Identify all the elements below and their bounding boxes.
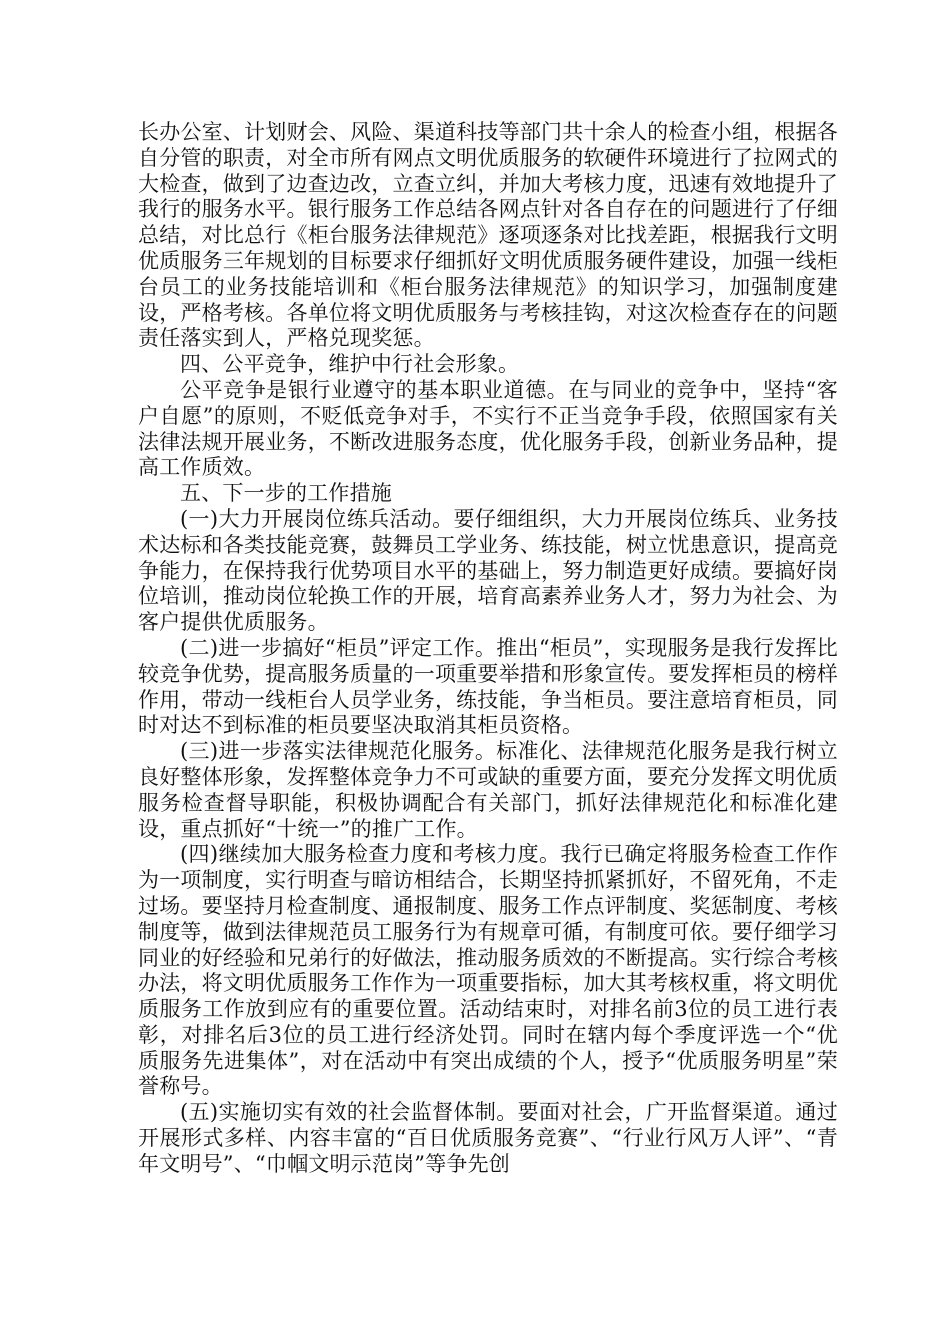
heading-fair-competition: 四、公平竞争，维护中行社会形象。 <box>180 352 520 377</box>
document-body <box>138 120 838 1178</box>
paragraph-inspection-summary: 长办公室、计划财会、风险、渠道科技等部门共十余人的检查小组，根据各自分管的职责，对全市所有网点文明优质服务的软硬件环境进行了拉网式的大检查，做到了边查边改，立查立纠，并加大考核力度，迅速有效地提升了我行的服务水平。银行服务工作总结各网点针对各自存在的问题进行了仔细总结，对比总行《柜台服务法律规范》逐项逐条对比找差距，根据我行文明优质服务三年规划的目标要求仔细抓好文明优质服务硬件建设，加强一线柜台员工的业务技能培训和《柜台服务法律规范》的知识学习，加强制度建设，严格考核。各单位将文明优质服务与考核挂钩，对这次检查存在的问题责任落实到人，严格兑现奖惩。 <box>138 120 838 351</box>
paragraph-step-4: (四)继续加大服务检查力度和考核力度。我行已确定将服务检查工作作为一项制度，实行明查与暗访相结合，长期坚持抓紧抓好，不留死角，不走过场。要坚持月检查制度、通报制度、服务工作点评制度、奖惩制度、考核制度等，做到法律规范员工服务行为有规章可循，有制度可依。要仔细学习同业的好经验和兄弟行的好做法，推动服务质效的不断提高。实行综合考核办法，将文明优质服务工作作为一项重要指标，加大其考核权重，将文明优质服务工作放到应有的重要位置。活动结束时，对排名前3位的员工进行表彰，对排名后3位的员工进行经济处罚。同时在辖内每个季度评选一个“优质服务先进集体”，对在活动中有突出成绩的个人，授予“优质服务明星”荣誉称号。 <box>138 842 838 1099</box>
paragraph-step-3: (三)进一步落实法律规范化服务。标准化、法律规范化服务是我行树立良好整体形象，发挥整体竞争力不可或缺的重要方面，要充分发挥文明优质服务检查督导职能，积极协调配合有关部门，抓好法律规范化和标准化建设，重点抓好“十统一”的推广工作。 <box>138 739 838 841</box>
paragraph-step-5: (五)实施切实有效的社会监督体制。要面对社会，广开监督渠道。通过开展形式多样、内容丰富的“百日优质服务竞赛”、“行业行风万人评”、“青年文明号”、“巾帼文明示范岗”等争先创 <box>138 1100 838 1176</box>
heading-next-steps: 五、下一步的工作措施 <box>180 481 392 506</box>
paragraph-step-2: (二)进一步搞好“柜员”评定工作。推出“柜员”，实现服务是我行发挥比较竞争优势，提高服务质量的一项重要举措和形象宣传。要发挥柜员的榜样作用，带动一线柜台人员学业务，练技能，争当柜员。要注意培育柜员，同时对达不到标准的柜员要坚决取消其柜员资格。 <box>138 635 838 738</box>
paragraph-step-1: (一)大力开展岗位练兵活动。要仔细组织，大力开展岗位练兵、业务技术达标和各类技能竞赛，鼓舞员工学业务、练技能，树立忧患意识，提高竞争能力，在保持我行优势项目水平的基础上，努力制造更好成绩。要搞好岗位培训，推动岗位轮换工作的开展，培育高素养业务人才，努力为社会、为客户提供优质服务。 <box>138 506 838 635</box>
paragraph-fair-competition: 公平竞争是银行业遵守的基本职业道德。在与同业的竞争中，坚持“客户自愿”的原则，不贬低竞争对手，不实行不正当竞争手段，依照国家有关法律法规开展业务，不断改进服务态度，优化服务手段，创新业务品种，提高工作质效。 <box>138 377 838 480</box>
